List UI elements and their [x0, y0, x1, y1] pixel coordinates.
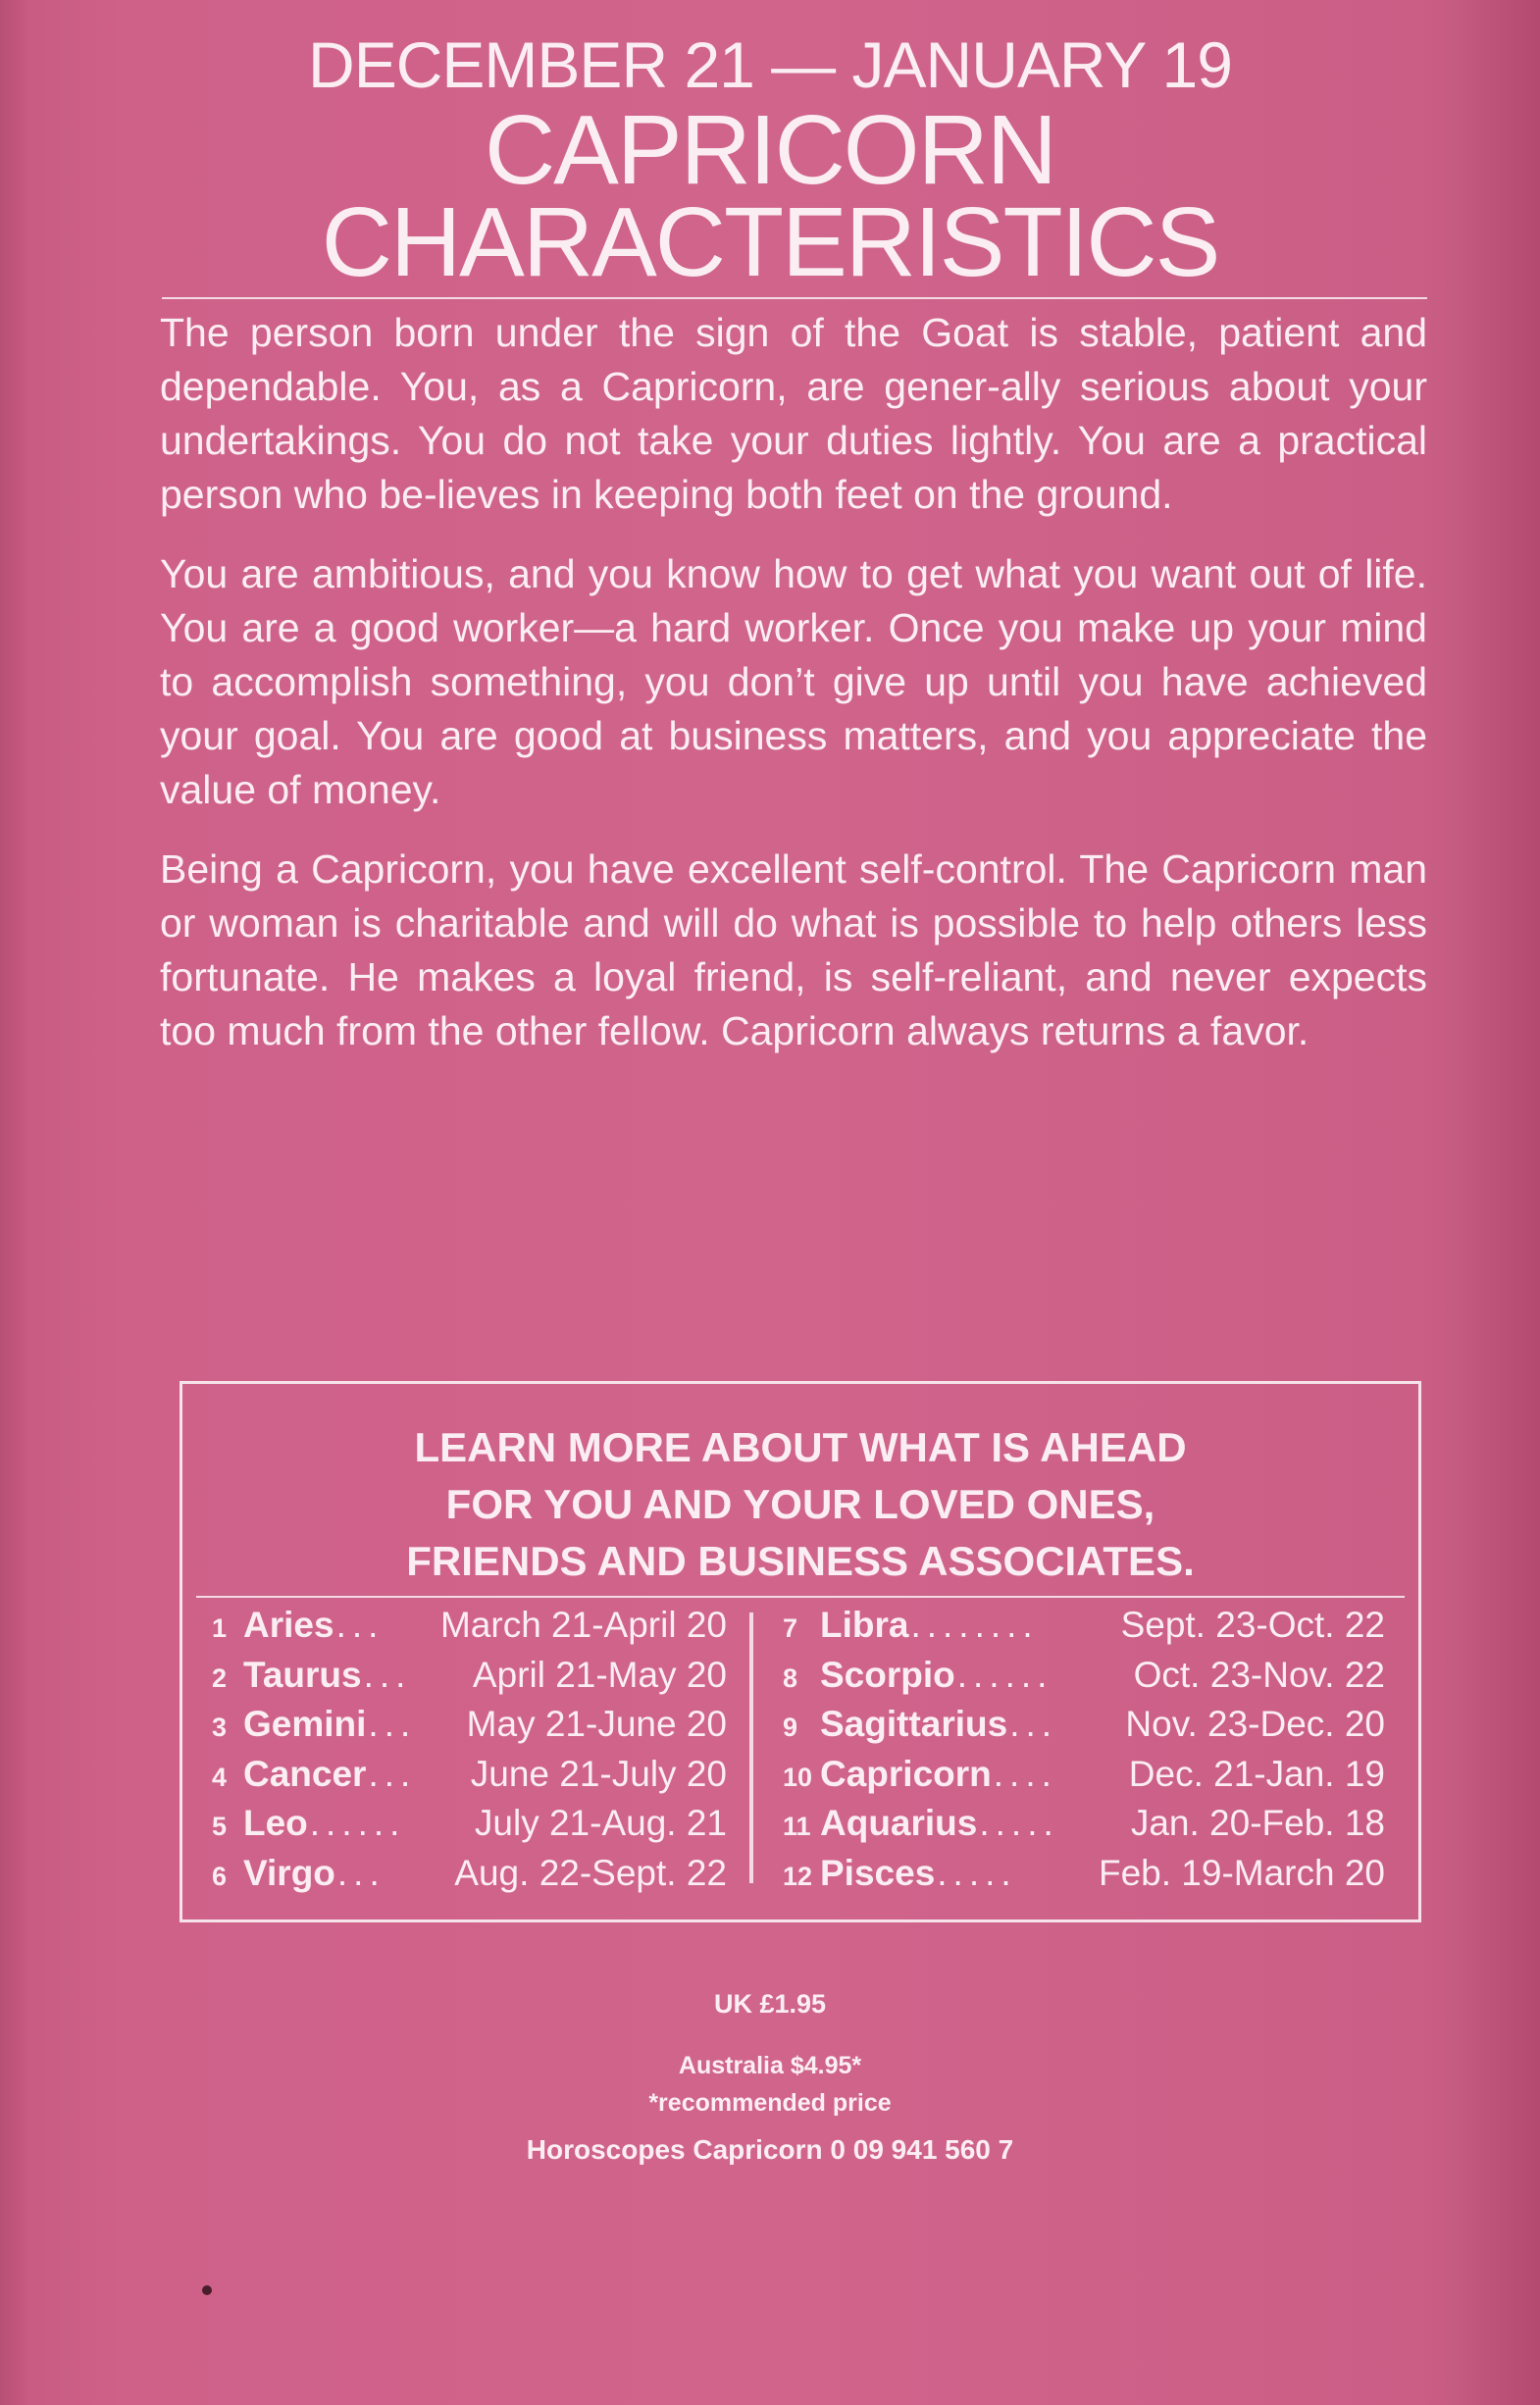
sign-number: 1 [212, 1613, 228, 1643]
isbn-line: Horoscopes Capricorn 0 09 941 560 7 [526, 2134, 1014, 2165]
page-title [0, 95, 1540, 297]
sign-date-range: Aug. 22-Sept. 22 [454, 1852, 727, 1893]
sign-name: Leo [243, 1803, 308, 1843]
sign-name: Pisces [820, 1852, 936, 1893]
title-line-2: CHARACTERISTICS [321, 187, 1219, 297]
sign-date-range: April 21-May 20 [472, 1654, 727, 1695]
sign-dots: ... [336, 1852, 385, 1893]
sign-dots: ...... [956, 1654, 1053, 1695]
sign-number: 10 [783, 1762, 813, 1792]
sign-row [783, 1655, 1385, 1705]
sign-dots: .... [993, 1753, 1057, 1794]
sign-name: Sagittarius [820, 1704, 1008, 1744]
sign-dots: ... [368, 1704, 417, 1744]
sign-date-range: July 21-Aug. 21 [474, 1803, 727, 1843]
sign-number: 9 [783, 1713, 798, 1742]
sign-dots: ..... [937, 1852, 1017, 1893]
sign-dots: ...... [309, 1803, 406, 1843]
sign-dots: ..... [979, 1803, 1059, 1843]
promo-line-2: FOR YOU AND YOUR LOVED ONES, [445, 1481, 1155, 1527]
sign-row [212, 1853, 727, 1903]
sign-number: 8 [783, 1663, 798, 1693]
sign-name: Cancer [243, 1753, 367, 1794]
sign-row [212, 1655, 727, 1705]
sign-row [212, 1803, 727, 1853]
signs-list-left [212, 1605, 727, 1902]
sign-number: 3 [212, 1713, 228, 1742]
paragraph-1: The person born under the sign of the Goat is stable, patient and dependable. You, as a Capricorn, are gener-ally serious about your undertakings. You do not take your duties lightly. You are a practical person who be-lieves in keeping both feet on the ground. [160, 310, 1427, 517]
sign-name: Gemini [243, 1704, 367, 1744]
sign-name: Aries [243, 1605, 334, 1645]
sign-name: Aquarius [820, 1803, 978, 1843]
sign-row [212, 1754, 727, 1804]
promo-heading [182, 1419, 1418, 1590]
sign-dots: ... [335, 1605, 385, 1645]
sign-date-range: Feb. 19-March 20 [1098, 1852, 1385, 1893]
sign-date-range: Jan. 20-Feb. 18 [1130, 1803, 1385, 1843]
sign-number: 11 [783, 1812, 811, 1841]
sign-row [212, 1704, 727, 1754]
date-range-heading: DECEMBER 21 — JANUARY 19 [308, 28, 1232, 101]
promo-line-1: LEARN MORE ABOUT WHAT IS AHEAD [414, 1424, 1187, 1470]
sign-date-range: Oct. 23-Nov. 22 [1133, 1654, 1385, 1695]
sign-dots: ... [1009, 1704, 1058, 1744]
cover-right-edge-shade [1452, 0, 1540, 2405]
recommended-price-note: *recommended price [648, 2089, 892, 2117]
header-rule [162, 297, 1427, 299]
sign-row [783, 1704, 1385, 1754]
sign-date-range: Dec. 21-Jan. 19 [1128, 1753, 1385, 1794]
sign-name: Virgo [243, 1852, 335, 1893]
sign-name: Libra [820, 1605, 909, 1645]
sign-name: Capricorn [820, 1753, 992, 1794]
sign-row [783, 1853, 1385, 1903]
promo-rule [196, 1596, 1405, 1598]
sign-date-range: June 21-July 20 [470, 1753, 727, 1794]
column-divider [749, 1612, 753, 1883]
sign-date-range: Sept. 23-Oct. 22 [1120, 1605, 1385, 1645]
australia-price: Australia $4.95* [678, 2052, 862, 2079]
sign-row [212, 1605, 727, 1655]
sign-number: 2 [212, 1663, 228, 1693]
sign-row [783, 1803, 1385, 1853]
uk-price: UK £1.95 [713, 1989, 827, 2019]
sign-date-range: May 21-June 20 [466, 1704, 727, 1744]
sign-row [783, 1754, 1385, 1804]
sign-number: 12 [783, 1861, 813, 1891]
sign-date-range: Nov. 23-Dec. 20 [1125, 1704, 1385, 1744]
characteristics-text [160, 306, 1427, 1084]
sign-dots: ... [363, 1654, 412, 1695]
cover-left-edge-shade [0, 0, 29, 2405]
title-line-1: CAPRICORN [484, 95, 1056, 205]
sign-date-range: March 21-April 20 [439, 1605, 727, 1645]
sign-dots: ........ [910, 1605, 1039, 1645]
sign-name: Scorpio [820, 1654, 955, 1695]
promo-box [180, 1381, 1421, 1922]
paragraph-2: You are ambitious, and you know how to get what you want out of life. You are a good worker—a hard worker. Once you make up your mind to accomplish something, you don’t give up until you have achieved your goal. You are good at business matters, and you appreciate the value of money. [160, 551, 1427, 812]
signs-list-right [783, 1605, 1385, 1902]
sign-name: Taurus [243, 1654, 362, 1695]
sign-number: 6 [212, 1861, 228, 1891]
sign-number: 5 [212, 1812, 228, 1841]
sign-dots: ... [368, 1753, 417, 1794]
sign-number: 7 [783, 1613, 798, 1643]
sign-number: 4 [212, 1762, 228, 1792]
promo-line-3: FRIENDS AND BUSINESS ASSOCIATES. [406, 1538, 1195, 1584]
paragraph-3: Being a Capricorn, you have excellent self-control. The Capricorn man or woman is charitable and will do what is possible to help others less fortunate. He makes a loyal friend, is self-reliant, and never expects too much from the other fellow. Capricorn always returns a favor. [160, 846, 1427, 1053]
print-speck [202, 2285, 212, 2295]
sign-row [783, 1605, 1385, 1655]
